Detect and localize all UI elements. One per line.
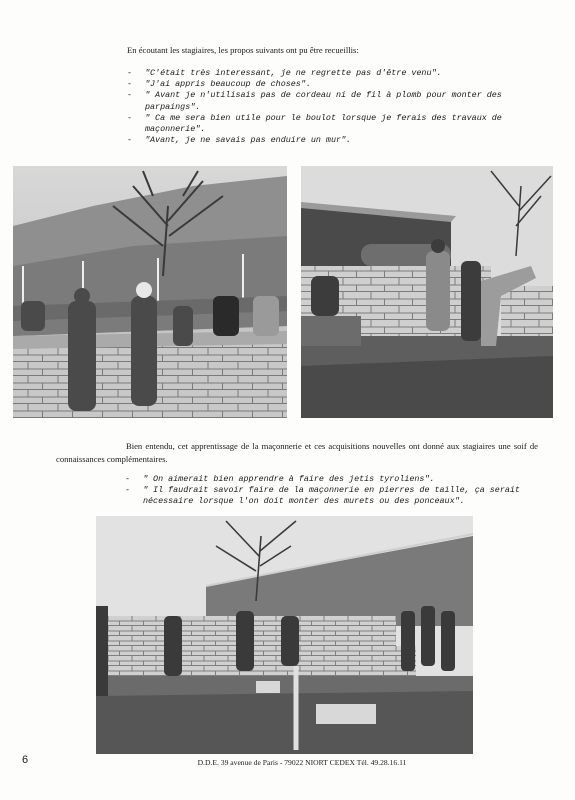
footer-address: D.D.E. 39 avenue de Paris - 79022 NIORT CEDEX Tél. 49.28.16.11 xyxy=(197,758,407,767)
quote-item: - "Avant, je ne savais pas enduire un mur". xyxy=(127,135,535,146)
quote-item: - " Ca me sera bien utile pour le boulot lorsque je ferais des travaux de maçonnerie". xyxy=(127,113,535,135)
quote-item: - "C'était très interessant, je ne regrette pas d'être venu". xyxy=(127,68,535,79)
photo-masons-near-shed xyxy=(301,166,553,418)
photo-trainees-wall-hillside xyxy=(13,166,287,418)
quote-list-1 xyxy=(127,68,535,146)
photo-worksite-wide xyxy=(96,516,473,754)
quote-item: - " On aimerait bien apprendre à faire des jetis tyroliens". xyxy=(125,474,537,485)
quote-item: - " Il faudrait savoir faire de la maçonnerie en pierres de taille, ça serait nécessaire lorsque l'on doit monter des murets ou des ponceaux". xyxy=(125,485,537,507)
quote-item: - "J'ai appris beaucoup de choses". xyxy=(127,79,535,90)
quote-item: - " Avant je n'utilisais pas de cordeau ni de fil à plomb pour monter des parpaings". xyxy=(127,90,535,112)
page-number: 6 xyxy=(22,754,29,766)
intro-paragraph: En écoutant les stagiaires, les propos suivants ont pu être recueillis: xyxy=(127,45,359,55)
quote-list-2 xyxy=(125,474,537,508)
paragraph-apprenticeship: Bien entendu, cet apprentissage de la maçonnerie et ces acquisitions nouvelles ont donné aux stagiaires une soif de connaissances complémentaires. xyxy=(56,441,538,464)
